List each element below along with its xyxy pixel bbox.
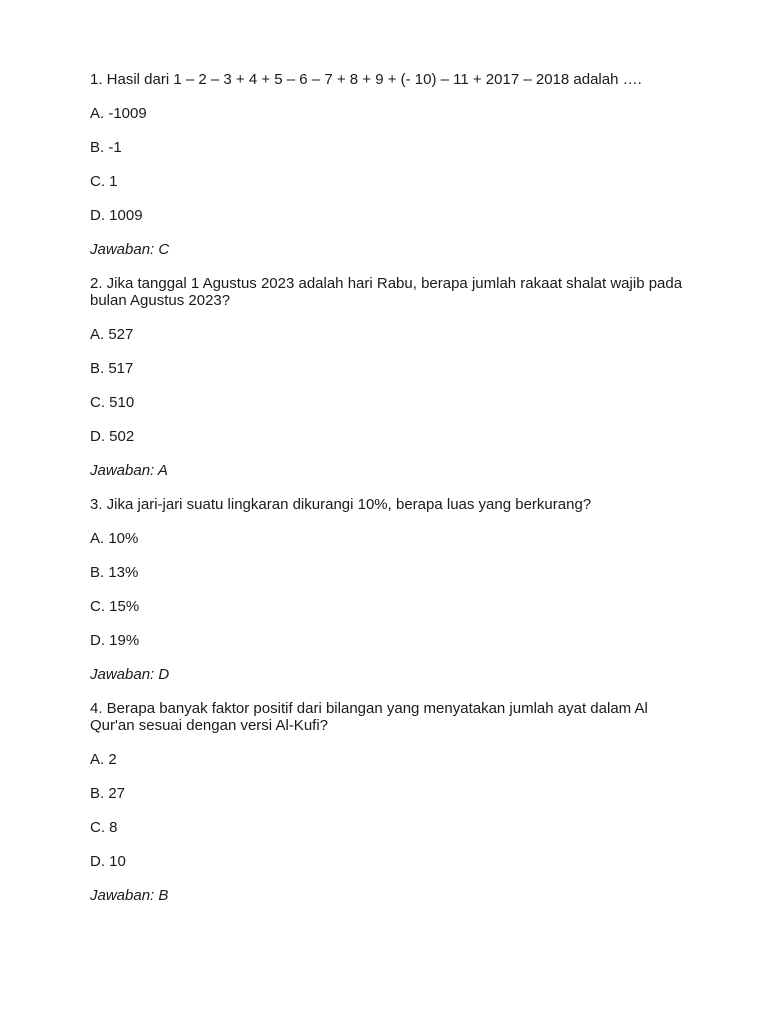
answer-key: Jawaban: A [90,462,168,479]
option-c: C. 1 [90,173,118,190]
option-d: D. 502 [90,428,135,445]
answer-key: Jawaban: C [90,241,170,258]
option-c: C. 15% [90,598,140,615]
option-b: B. -1 [90,139,122,156]
option-b: B. 13% [90,564,139,581]
option-a: A. 10% [90,530,139,547]
option-a: A. 527 [90,326,134,343]
option-b: B. 27 [90,785,126,802]
option-c: C. 8 [90,819,118,836]
option-a: A. 2 [90,751,117,768]
option-d: D. 19% [90,632,140,649]
option-d: D. 1009 [90,207,143,224]
option-c: C. 510 [90,394,135,411]
option-a: A. -1009 [90,105,147,122]
question-text: 3. Jika jari-jari suatu lingkaran dikurangi 10%, berapa luas yang berkurang? [90,496,592,513]
question-text: 2. Jika tanggal 1 Agustus 2023 adalah hari Rabu, berapa jumlah rakaat shalat wajib pada bulan Agustus 2023? [90,275,683,309]
document-page [90,71,690,921]
question-4 [90,700,690,904]
answer-key: Jawaban: D [90,666,170,683]
question-3 [90,496,690,683]
question-text: 4. Berapa banyak faktor positif dari bilangan yang menyatakan jumlah ayat dalam Al Qur'an sesuai dengan versi Al-Kufi? [90,700,648,734]
option-b: B. 517 [90,360,134,377]
question-2 [90,275,690,479]
question-text: 1. Hasil dari 1 – 2 – 3 + 4 + 5 – 6 – 7 + 8 + 9 + (- 10) – 11 + 2017 – 2018 adalah …. [90,71,642,88]
question-1 [90,71,690,258]
option-d: D. 10 [90,853,126,870]
answer-key: Jawaban: B [90,887,169,904]
